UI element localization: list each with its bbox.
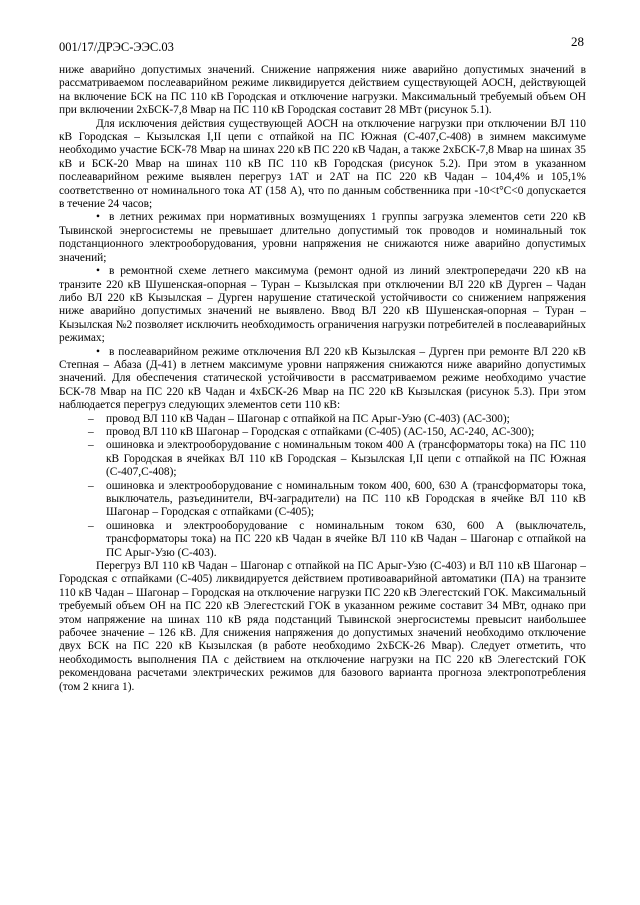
bullet-marker: • <box>96 345 100 358</box>
dash-text: провод ВЛ 110 кВ Шагонар – Городская с отпайками (С-405) (АС-150, АС-240, АС-300); <box>106 425 535 438</box>
bullet-item <box>59 346 586 413</box>
dash-marker: – <box>88 439 94 452</box>
bullet-text: в летних режимах при нормативных возмущениях 1 группы загрузка элементов сети 220 кВ Тывинской энергосистемы не превышает длительно допустимый ток проводов и номинальный ток подстанционного электрооборудования, уровни напряжения не снижаются ниже аварийно допустимых значений; <box>59 211 586 264</box>
dash-item <box>88 426 586 439</box>
dash-marker: – <box>88 412 94 425</box>
dash-text: провод ВЛ 110 кВ Чадан – Шагонар с отпайкой на ПС Арыг-Узю (С-403) (АС-300); <box>106 412 510 425</box>
dash-marker: – <box>88 479 94 492</box>
bullet-item <box>59 211 586 265</box>
paragraph-continuation: ниже аварийно допустимых значений. Снижение напряжения ниже аварийно допустимых значений в рассматриваемом послеаварийном режиме ликвидируется действием существующей АОСН, действующей на включение БСК на ПС 110 кВ Городская и отключение нагрузки. Максимальный требуемый объем ОН при включении 2хБСК-7,8 Мвар на ПС 110 кВ Городская составит 28 МВт (рисунок 5.1). <box>59 64 586 117</box>
bullet-marker: • <box>96 265 100 278</box>
bullet-item <box>59 265 586 345</box>
dash-marker: – <box>88 425 94 438</box>
dash-item <box>88 480 586 520</box>
document-body <box>59 64 586 694</box>
dash-marker: – <box>88 519 94 532</box>
dash-text: ошиновка и электрооборудование с номинальным током 630, 600 А (выключатель, трансформаторы тока) на ПС 220 кВ Чадан в ячейке ВЛ 110 кВ Чадан – Шагонар с отпайкой на ПС Арыг-Узю (С-403). <box>106 519 586 559</box>
page-number: 28 <box>571 34 584 49</box>
dash-item <box>88 413 586 426</box>
bullet-text: в послеаварийном режиме отключения ВЛ 220 кВ Кызылская – Дурген при ремонте ВЛ 220 кВ Степная – Абаза (Д-41) в летнем максимуме уровни напряжения снижаются ниже аварийно допустимых значений. Для обеспечения статической устойчивости в рассматриваемом режиме необходимо участие БСК-78 Мвар на ПС 220 кВ Чадан и 4хБСК-26 Мвар на ПС 220 кВ Кызылская (рисунок 5.3). При этом наблюдается перегруз следующих элементов сети 110 кВ: <box>59 345 586 412</box>
bullet-marker: • <box>96 211 100 224</box>
bullet-list <box>59 211 586 412</box>
paragraph-overload-pa: Перегруз ВЛ 110 кВ Чадан – Шагонар с отпайкой на ПС Арыг-Узю (С-403) и ВЛ 110 кВ Шагонар – Городская с отпайками (С-405) ликвидируется действием противоаварийной автоматики (ПА) на транзите 110 кВ Чадан – Шагонар – Городская на отключение нагрузки ПС 220 кВ Элегестский ГОК. Максимальный требуемый объем ОН на ПС 220 кВ Элегестский ГОК в указанном режиме составит 34 МВт, однако при этом напряжение на шинах 110 кВ ряда подстанций Тывинской энергосистемы превысит наибольшее рабочее значение – 126 кВ. Для снижения напряжения до допустимых значений необходимо отключение двух БСК на ПС 220 кВ Кызылская (в работе необходимо 2хБСК-26 Мвар). Следует отметить, что необходимость выполнения ПА с действием на отключение нагрузки на ПС 220 кВ Элегестский ГОК рекомендована расчетами электрических режимов для базового варианта прогноза электропотребления (том 2 книга 1). <box>59 560 586 693</box>
dash-list <box>88 413 586 560</box>
dash-item <box>88 439 586 479</box>
dash-item <box>88 520 586 560</box>
document-code: 001/17/ДРЭС-ЭЭС.03 <box>59 40 174 54</box>
dash-text: ошиновка и электрооборудование с номинальным током 400, 600, 630 А (трансформаторы тока, выключатель, разъединители, ВЧ-заградители) на ПС 110 кВ Городская в ячейке ВЛ 110 кВ Шагонар – Городская с отпайками (С-405); <box>106 479 586 519</box>
bullet-text: в ремонтной схеме летнего максимума (ремонт одной из линий электропередачи 220 кВ на транзите 220 кВ Шушенская-опорная – Туран – Кызылская при отключении ВЛ 220 кВ Дурген – Чадан либо ВЛ 220 кВ Кызылская – Дурген нарушение статической устойчивости со снижением напряжения ниже аварийно допустимых значений не выявлено. Ввод ВЛ 220 кВ Шушенская-опорная – Туран – Кызылская №2 позволяет исключить необходимость ограничения нагрузки потребителей в послеаварийных режимах; <box>59 265 586 345</box>
paragraph-aosn-exclusion: Для исключения действия существующей АОСН на отключение нагрузки при отключении ВЛ 110 кВ Городская – Кызылская I,II цепи с отпайкой на ПС Южная (С-407,С-408) в зимнем максимуме необходимо участие БСК-78 Мвар на шинах 220 кВ ПС 220 кВ Чадан, а также 2хБСК-7,8 Мвар на шинах 35 кВ и БСК-20 Мвар на шинах 110 кВ ПС 110 кВ Городская (рисунок 5.2). При этом в указанном послеаварийном режиме выявлен перегруз 1АТ и 2АТ на ПС 220 кВ Чадан – 104,4% и 105,1% соответственно от номинального тока АТ (158 А), что по данным собственника при -10<t°C<0 допускается в течение 24 часов; <box>59 117 586 211</box>
dash-text: ошиновка и электрооборудование с номинальным током 400 А (трансформаторы тока) на ПС 110 кВ Городская в ячейках ВЛ 110 кВ Городская – Кызылская I,II цепи с отпайкой на ПС Южная (С-407,С-408); <box>106 439 586 479</box>
